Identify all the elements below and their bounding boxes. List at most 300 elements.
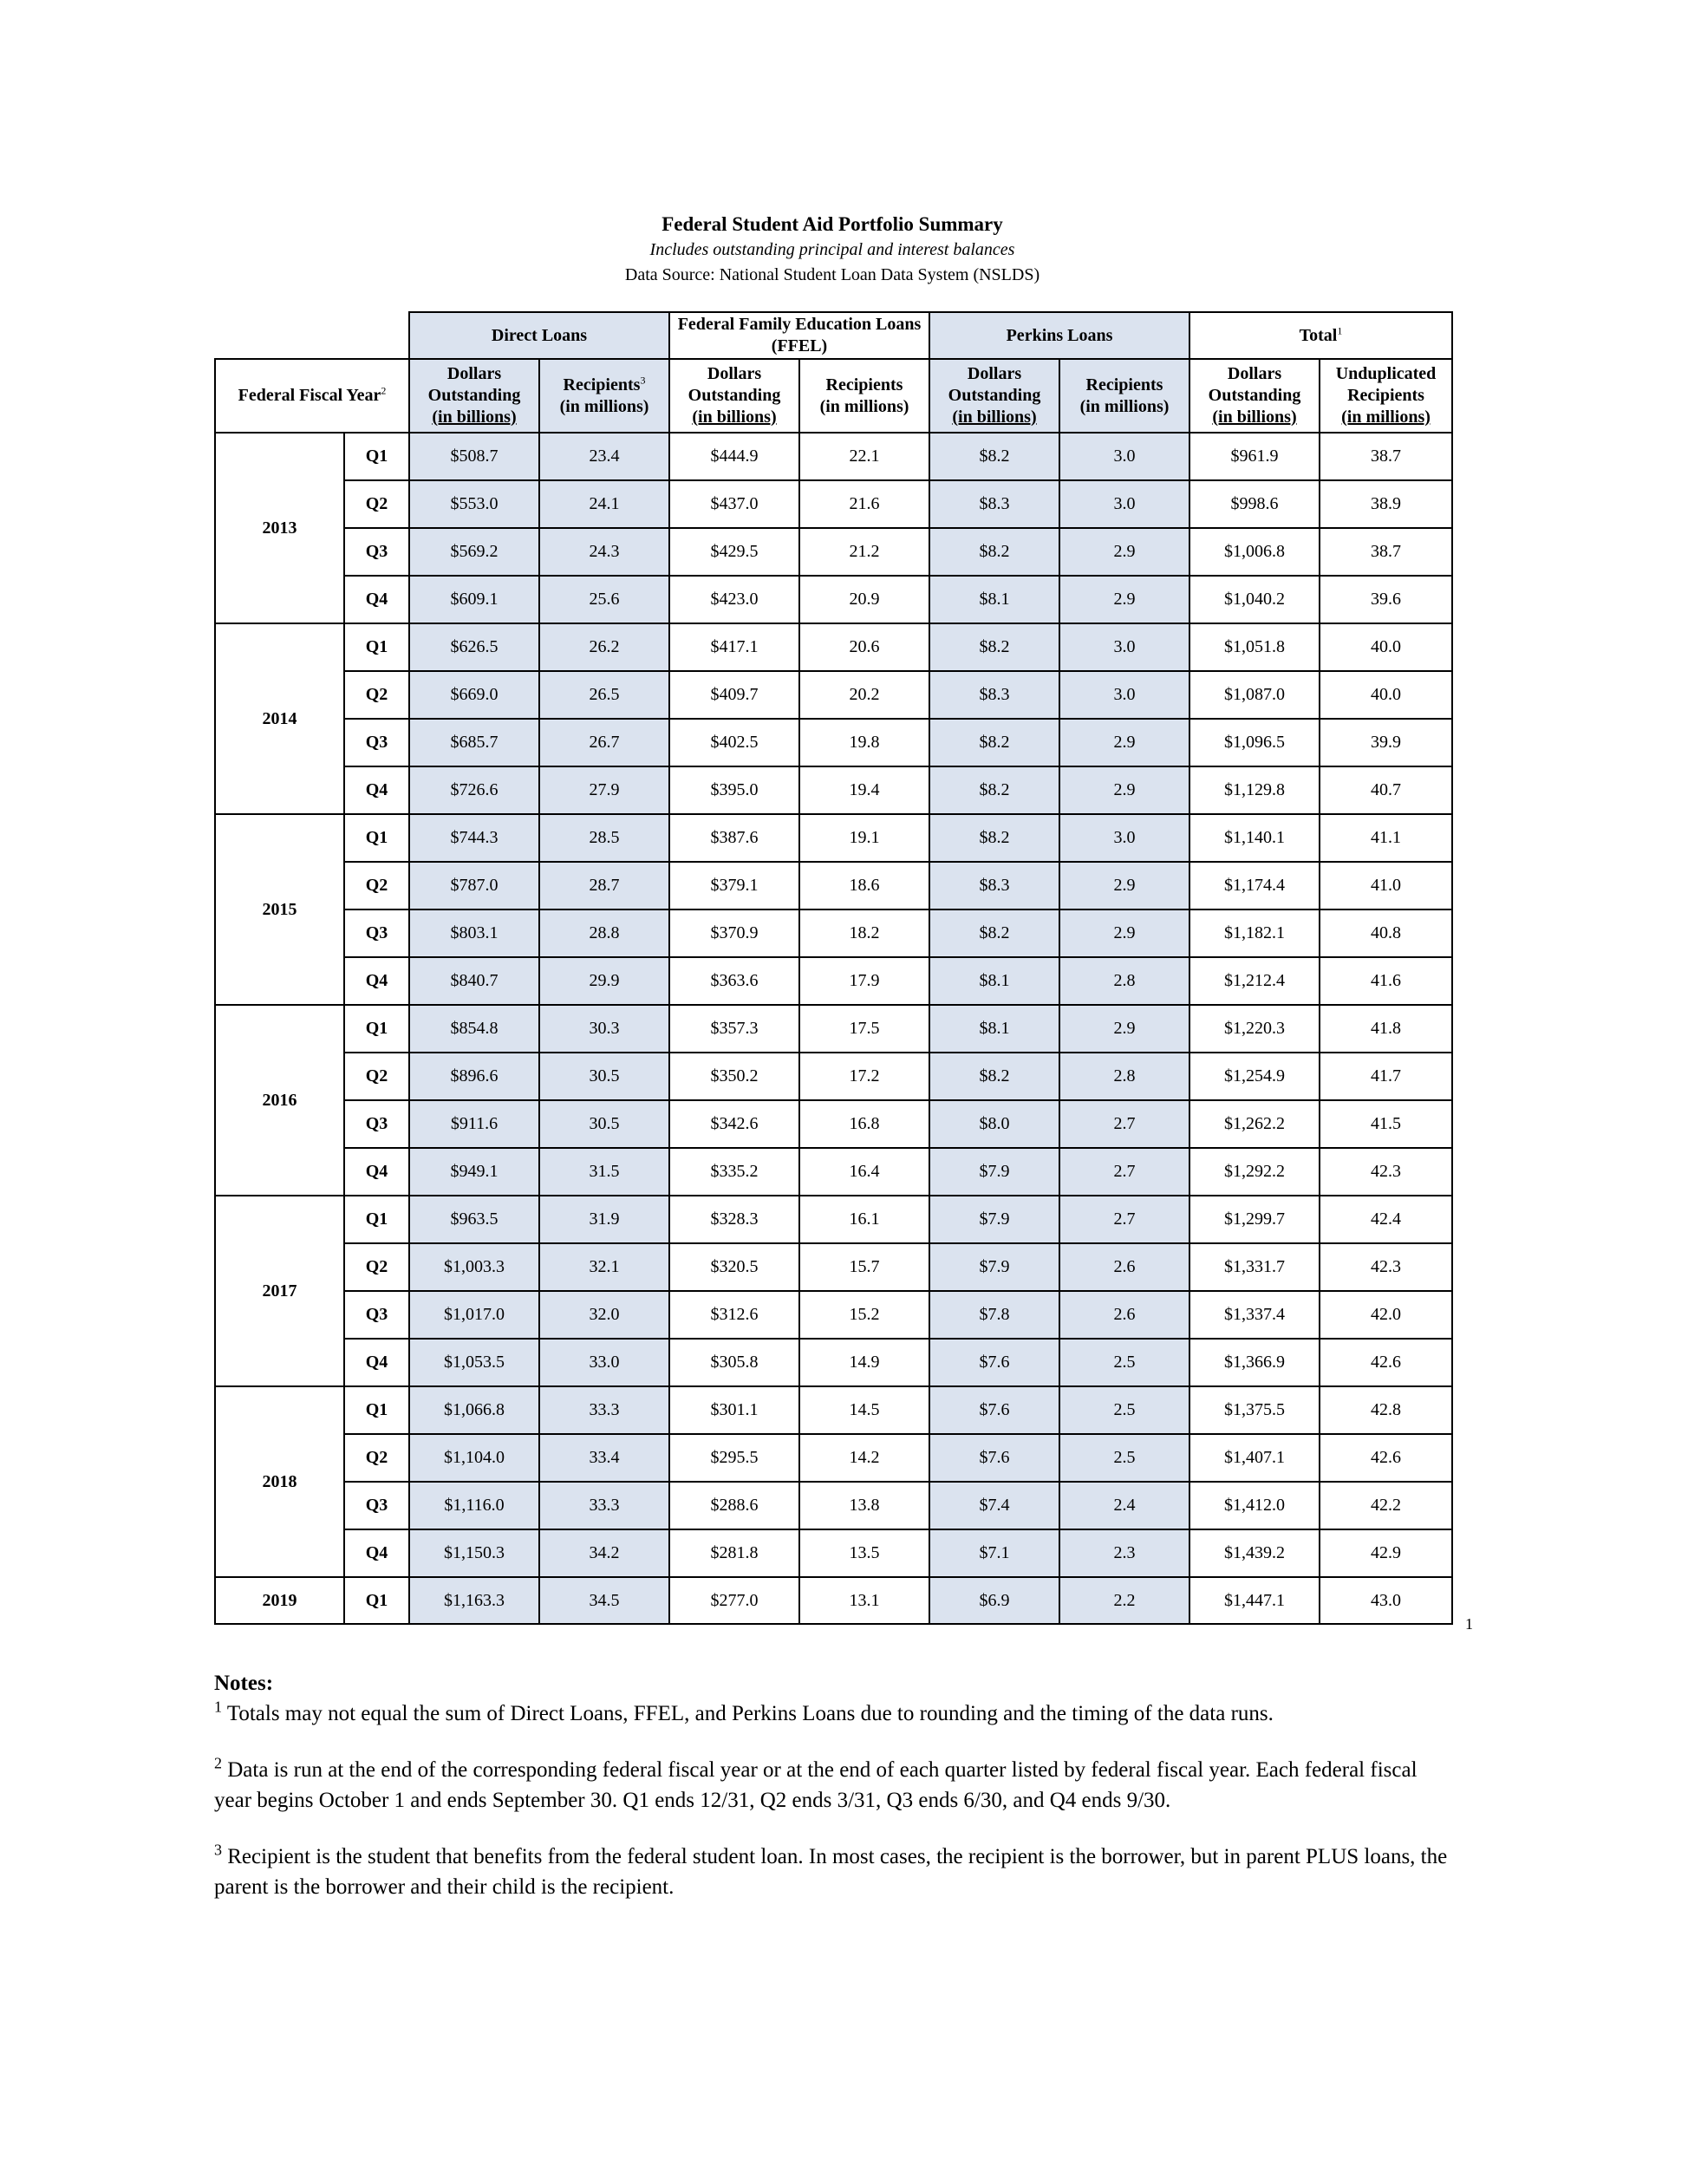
cell-total-dollars: $1,439.2 <box>1189 1529 1320 1577</box>
cell-total-recipients: 43.0 <box>1320 1577 1452 1624</box>
cell-ffel-dollars: $335.2 <box>669 1148 799 1196</box>
cell-ffel-recipients: 18.6 <box>799 862 929 909</box>
fiscal-year-cell: 2019 <box>215 1577 344 1624</box>
quarter-cell: Q4 <box>344 1339 409 1386</box>
cell-direct-dollars: $803.1 <box>409 909 539 957</box>
quarter-cell: Q4 <box>344 1148 409 1196</box>
table-row <box>215 528 1452 576</box>
quarter-cell: Q3 <box>344 1482 409 1529</box>
note-marker: 1 <box>214 1698 222 1716</box>
cell-direct-recipients: 28.7 <box>539 862 669 909</box>
cell-direct-dollars: $1,003.3 <box>409 1243 539 1291</box>
cell-perkins-dollars: $8.2 <box>929 433 1059 480</box>
header-text: Unduplicated Recipients <box>1335 364 1437 405</box>
cell-total-recipients: 42.6 <box>1320 1434 1452 1482</box>
document-header <box>217 212 1448 288</box>
note-text: Data is run at the end of the corresponding federal fiscal year or at the end of each quarter listed by federal fiscal year. Each federal fiscal year begins October 1 and ends September 30. Q1 ends 12/31, Q2 ends 3/31, Q3 ends 6/30, and Q4 ends 9/30. <box>214 1758 1418 1812</box>
cell-perkins-recipients: 2.9 <box>1059 1005 1189 1053</box>
cell-ffel-recipients: 20.2 <box>799 671 929 719</box>
cell-total-recipients: 41.0 <box>1320 862 1452 909</box>
cell-direct-recipients: 34.5 <box>539 1577 669 1624</box>
cell-perkins-dollars: $7.9 <box>929 1148 1059 1196</box>
note-marker: 3 <box>214 1841 222 1859</box>
cell-direct-recipients: 33.0 <box>539 1339 669 1386</box>
cell-perkins-recipients: 3.0 <box>1059 623 1189 671</box>
cell-direct-dollars: $787.0 <box>409 862 539 909</box>
cell-direct-recipients: 33.3 <box>539 1386 669 1434</box>
cell-ffel-recipients: 20.6 <box>799 623 929 671</box>
cell-perkins-dollars: $8.1 <box>929 957 1059 1005</box>
cell-ffel-recipients: 22.1 <box>799 433 929 480</box>
cell-total-dollars: $1,129.8 <box>1189 766 1320 814</box>
cell-ffel-dollars: $312.6 <box>669 1291 799 1339</box>
cell-direct-recipients: 32.1 <box>539 1243 669 1291</box>
header-text: Recipients <box>1085 375 1163 394</box>
quarter-cell: Q2 <box>344 1434 409 1482</box>
cell-ffel-dollars: $370.9 <box>669 909 799 957</box>
cell-total-recipients: 42.4 <box>1320 1196 1452 1243</box>
table-body <box>215 433 1452 1624</box>
cell-total-recipients: 41.7 <box>1320 1053 1452 1100</box>
header-text: Dollars Outstanding <box>948 364 1041 405</box>
cell-perkins-dollars: $8.2 <box>929 719 1059 766</box>
cell-ffel-recipients: 13.8 <box>799 1482 929 1529</box>
table-row <box>215 1100 1452 1148</box>
cell-ffel-recipients: 19.4 <box>799 766 929 814</box>
cell-direct-dollars: $685.7 <box>409 719 539 766</box>
cell-total-dollars: $1,412.0 <box>1189 1482 1320 1529</box>
cell-perkins-dollars: $8.3 <box>929 480 1059 528</box>
notes-section <box>214 1668 1454 1928</box>
cell-direct-dollars: $1,104.0 <box>409 1434 539 1482</box>
cell-ffel-dollars: $379.1 <box>669 862 799 909</box>
cell-direct-recipients: 28.8 <box>539 909 669 957</box>
fiscal-year-cell: 2015 <box>215 814 344 1005</box>
cell-total-recipients: 41.5 <box>1320 1100 1452 1148</box>
cell-ffel-dollars: $328.3 <box>669 1196 799 1243</box>
cell-ffel-dollars: $357.3 <box>669 1005 799 1053</box>
cell-total-dollars: $1,140.1 <box>1189 814 1320 862</box>
table-row <box>215 623 1452 671</box>
cell-ffel-dollars: $305.8 <box>669 1339 799 1386</box>
cell-perkins-dollars: $8.2 <box>929 623 1059 671</box>
table-row <box>215 1434 1452 1482</box>
cell-ffel-recipients: 14.5 <box>799 1386 929 1434</box>
cell-direct-recipients: 30.3 <box>539 1005 669 1053</box>
cell-direct-dollars: $896.6 <box>409 1053 539 1100</box>
cell-ffel-dollars: $277.0 <box>669 1577 799 1624</box>
cell-direct-dollars: $1,163.3 <box>409 1577 539 1624</box>
cell-ffel-dollars: $320.5 <box>669 1243 799 1291</box>
cell-perkins-recipients: 2.4 <box>1059 1482 1189 1529</box>
portfolio-summary-table <box>214 311 1453 1625</box>
cell-perkins-dollars: $7.4 <box>929 1482 1059 1529</box>
cell-direct-dollars: $609.1 <box>409 576 539 623</box>
cell-total-dollars: $998.6 <box>1189 480 1320 528</box>
cell-total-recipients: 42.6 <box>1320 1339 1452 1386</box>
cell-total-dollars: $1,337.4 <box>1189 1291 1320 1339</box>
cell-total-dollars: $1,331.7 <box>1189 1243 1320 1291</box>
cell-direct-dollars: $1,066.8 <box>409 1386 539 1434</box>
cell-direct-dollars: $911.6 <box>409 1100 539 1148</box>
cell-perkins-recipients: 3.0 <box>1059 814 1189 862</box>
cell-ffel-dollars: $395.0 <box>669 766 799 814</box>
cell-perkins-recipients: 2.7 <box>1059 1148 1189 1196</box>
cell-total-dollars: $1,174.4 <box>1189 862 1320 909</box>
cell-perkins-dollars: $8.2 <box>929 1053 1059 1100</box>
cell-perkins-recipients: 2.5 <box>1059 1339 1189 1386</box>
quarter-cell: Q4 <box>344 957 409 1005</box>
quarter-cell: Q1 <box>344 1577 409 1624</box>
header-unit: (in billions) <box>692 407 777 427</box>
quarter-cell: Q1 <box>344 814 409 862</box>
header-fiscal-year <box>215 359 409 433</box>
cell-total-recipients: 40.0 <box>1320 671 1452 719</box>
cell-ffel-dollars: $429.5 <box>669 528 799 576</box>
cell-ffel-dollars: $417.1 <box>669 623 799 671</box>
fiscal-year-cell: 2017 <box>215 1196 344 1386</box>
header-ffel-recipients <box>799 359 929 433</box>
fiscal-year-cell: 2018 <box>215 1386 344 1577</box>
quarter-cell: Q2 <box>344 1053 409 1100</box>
note-item <box>214 1698 1454 1729</box>
cell-perkins-dollars: $8.2 <box>929 909 1059 957</box>
cell-perkins-dollars: $8.3 <box>929 671 1059 719</box>
cell-perkins-dollars: $7.1 <box>929 1529 1059 1577</box>
cell-ffel-recipients: 14.2 <box>799 1434 929 1482</box>
document-subtitle: Includes outstanding principal and interest balances <box>649 240 1015 259</box>
cell-total-recipients: 42.8 <box>1320 1386 1452 1434</box>
cell-total-recipients: 41.1 <box>1320 814 1452 862</box>
cell-ffel-dollars: $423.0 <box>669 576 799 623</box>
cell-perkins-dollars: $8.1 <box>929 576 1059 623</box>
cell-total-recipients: 39.6 <box>1320 576 1452 623</box>
cell-perkins-recipients: 2.7 <box>1059 1196 1189 1243</box>
cell-total-dollars: $1,051.8 <box>1189 623 1320 671</box>
header-text: Recipients <box>825 375 903 394</box>
cell-ffel-recipients: 14.9 <box>799 1339 929 1386</box>
cell-ffel-dollars: $402.5 <box>669 719 799 766</box>
cell-total-recipients: 38.7 <box>1320 433 1452 480</box>
cell-perkins-dollars: $6.9 <box>929 1577 1059 1624</box>
table-row <box>215 862 1452 909</box>
cell-perkins-recipients: 2.9 <box>1059 766 1189 814</box>
cell-ffel-dollars: $444.9 <box>669 433 799 480</box>
cell-total-recipients: 42.0 <box>1320 1291 1452 1339</box>
cell-total-dollars: $1,040.2 <box>1189 576 1320 623</box>
cell-perkins-recipients: 2.9 <box>1059 909 1189 957</box>
fiscal-year-cell: 2013 <box>215 433 344 623</box>
cell-total-recipients: 41.8 <box>1320 1005 1452 1053</box>
table-row <box>215 1196 1452 1243</box>
table-row <box>215 1291 1452 1339</box>
cell-total-recipients: 42.3 <box>1320 1148 1452 1196</box>
table-row <box>215 1243 1452 1291</box>
cell-direct-recipients: 33.3 <box>539 1482 669 1529</box>
table-row <box>215 1577 1452 1624</box>
cell-ffel-recipients: 17.9 <box>799 957 929 1005</box>
table-row <box>215 576 1452 623</box>
header-perkins-dollars <box>929 359 1059 433</box>
cell-ffel-dollars: $363.6 <box>669 957 799 1005</box>
quarter-cell: Q3 <box>344 719 409 766</box>
cell-perkins-recipients: 2.8 <box>1059 1053 1189 1100</box>
cell-total-dollars: $1,096.5 <box>1189 719 1320 766</box>
quarter-cell: Q2 <box>344 1243 409 1291</box>
cell-ffel-recipients: 21.6 <box>799 480 929 528</box>
cell-direct-recipients: 30.5 <box>539 1100 669 1148</box>
cell-direct-recipients: 31.5 <box>539 1148 669 1196</box>
table-row <box>215 433 1452 480</box>
cell-total-recipients: 42.3 <box>1320 1243 1452 1291</box>
cell-perkins-recipients: 2.9 <box>1059 528 1189 576</box>
quarter-cell: Q1 <box>344 623 409 671</box>
header-unit: (in billions) <box>432 407 517 427</box>
table-row <box>215 1339 1452 1386</box>
cell-perkins-dollars: $8.1 <box>929 1005 1059 1053</box>
cell-direct-recipients: 31.9 <box>539 1196 669 1243</box>
cell-direct-dollars: $744.3 <box>409 814 539 862</box>
cell-total-dollars: $961.9 <box>1189 433 1320 480</box>
header-unit: (in millions) <box>559 396 649 416</box>
footnote-marker: 3 <box>640 373 646 386</box>
cell-direct-dollars: $1,116.0 <box>409 1482 539 1529</box>
cell-direct-recipients: 29.9 <box>539 957 669 1005</box>
cell-ffel-recipients: 20.9 <box>799 576 929 623</box>
quarter-cell: Q2 <box>344 480 409 528</box>
quarter-cell: Q2 <box>344 671 409 719</box>
cell-ffel-dollars: $295.5 <box>669 1434 799 1482</box>
cell-direct-dollars: $854.8 <box>409 1005 539 1053</box>
cell-total-recipients: 40.0 <box>1320 623 1452 671</box>
header-dl-dollars <box>409 359 539 433</box>
cell-direct-dollars: $949.1 <box>409 1148 539 1196</box>
header-unit: (in millions) <box>1341 407 1431 427</box>
header-unit: (in billions) <box>1212 407 1297 427</box>
cell-total-dollars: $1,366.9 <box>1189 1339 1320 1386</box>
header-total-dollars <box>1189 359 1320 433</box>
fiscal-year-cell: 2014 <box>215 623 344 814</box>
table-row <box>215 671 1452 719</box>
cell-direct-dollars: $840.7 <box>409 957 539 1005</box>
cell-ffel-dollars: $281.8 <box>669 1529 799 1577</box>
table-row <box>215 909 1452 957</box>
cell-direct-recipients: 33.4 <box>539 1434 669 1482</box>
cell-total-dollars: $1,262.2 <box>1189 1100 1320 1148</box>
cell-direct-dollars: $726.6 <box>409 766 539 814</box>
cell-ffel-recipients: 13.1 <box>799 1577 929 1624</box>
cell-direct-recipients: 24.1 <box>539 480 669 528</box>
cell-perkins-recipients: 2.5 <box>1059 1434 1189 1482</box>
note-item <box>214 1755 1454 1816</box>
cell-ffel-recipients: 17.5 <box>799 1005 929 1053</box>
fiscal-year-label: Federal Fiscal Year <box>238 386 381 405</box>
header-text: Recipients <box>563 375 641 394</box>
table-row <box>215 1005 1452 1053</box>
header-dl-recipients <box>539 359 669 433</box>
header-perkins-recipients <box>1059 359 1189 433</box>
cell-direct-recipients: 32.0 <box>539 1291 669 1339</box>
note-item <box>214 1842 1454 1902</box>
cell-ffel-dollars: $301.1 <box>669 1386 799 1434</box>
cell-perkins-recipients: 3.0 <box>1059 433 1189 480</box>
quarter-cell: Q3 <box>344 528 409 576</box>
group-header-ffel: Federal Family Education Loans (FFEL) <box>669 312 929 359</box>
note-text: Recipient is the student that benefits from the federal student loan. In most cases, the recipient is the borrower, but in parent PLUS loans, the parent is the borrower and their child is the recipient. <box>214 1845 1448 1899</box>
quarter-cell: Q1 <box>344 1386 409 1434</box>
cell-direct-recipients: 26.2 <box>539 623 669 671</box>
cell-total-dollars: $1,254.9 <box>1189 1053 1320 1100</box>
cell-direct-dollars: $1,150.3 <box>409 1529 539 1577</box>
cell-total-recipients: 42.9 <box>1320 1529 1452 1577</box>
cell-perkins-dollars: $7.8 <box>929 1291 1059 1339</box>
cell-ffel-recipients: 17.2 <box>799 1053 929 1100</box>
quarter-cell: Q3 <box>344 1100 409 1148</box>
cell-perkins-recipients: 2.6 <box>1059 1243 1189 1291</box>
cell-direct-recipients: 23.4 <box>539 433 669 480</box>
table-row <box>215 1053 1452 1100</box>
cell-direct-dollars: $569.2 <box>409 528 539 576</box>
cell-direct-recipients: 34.2 <box>539 1529 669 1577</box>
cell-direct-recipients: 24.3 <box>539 528 669 576</box>
cell-perkins-dollars: $8.0 <box>929 1100 1059 1148</box>
cell-ffel-recipients: 15.7 <box>799 1243 929 1291</box>
cell-perkins-recipients: 2.3 <box>1059 1529 1189 1577</box>
cell-perkins-dollars: $8.3 <box>929 862 1059 909</box>
cell-ffel-dollars: $409.7 <box>669 671 799 719</box>
cell-perkins-dollars: $7.6 <box>929 1386 1059 1434</box>
header-unit: (in billions) <box>952 407 1037 427</box>
cell-perkins-dollars: $7.6 <box>929 1339 1059 1386</box>
cell-perkins-dollars: $8.2 <box>929 766 1059 814</box>
cell-total-dollars: $1,182.1 <box>1189 909 1320 957</box>
cell-ffel-dollars: $387.6 <box>669 814 799 862</box>
cell-perkins-dollars: $7.9 <box>929 1243 1059 1291</box>
cell-ffel-recipients: 21.2 <box>799 528 929 576</box>
cell-direct-recipients: 30.5 <box>539 1053 669 1100</box>
header-text: Dollars Outstanding <box>688 364 781 405</box>
cell-perkins-dollars: $7.6 <box>929 1434 1059 1482</box>
cell-perkins-recipients: 2.7 <box>1059 1100 1189 1148</box>
cell-total-dollars: $1,220.3 <box>1189 1005 1320 1053</box>
cell-direct-recipients: 28.5 <box>539 814 669 862</box>
notes-heading: Notes: <box>214 1672 274 1695</box>
cell-total-recipients: 42.2 <box>1320 1482 1452 1529</box>
cell-perkins-recipients: 3.0 <box>1059 671 1189 719</box>
header-ffel-dollars <box>669 359 799 433</box>
cell-total-recipients: 40.8 <box>1320 909 1452 957</box>
cell-ffel-recipients: 15.2 <box>799 1291 929 1339</box>
table-row <box>215 1529 1452 1577</box>
cell-ffel-recipients: 16.1 <box>799 1196 929 1243</box>
cell-total-recipients: 38.7 <box>1320 528 1452 576</box>
footnote-marker: 1 <box>1337 323 1343 336</box>
cell-total-recipients: 41.6 <box>1320 957 1452 1005</box>
cell-ffel-recipients: 16.4 <box>799 1148 929 1196</box>
quarter-cell: Q3 <box>344 909 409 957</box>
header-unit: (in millions) <box>819 396 909 416</box>
cell-direct-recipients: 25.6 <box>539 576 669 623</box>
quarter-cell: Q1 <box>344 433 409 480</box>
cell-direct-dollars: $669.0 <box>409 671 539 719</box>
cell-ffel-recipients: 19.1 <box>799 814 929 862</box>
header-unit: (in millions) <box>1079 396 1170 416</box>
cell-direct-recipients: 26.7 <box>539 719 669 766</box>
cell-total-recipients: 38.9 <box>1320 480 1452 528</box>
cell-ffel-dollars: $350.2 <box>669 1053 799 1100</box>
header-total-recipients <box>1320 359 1452 433</box>
cell-total-dollars: $1,212.4 <box>1189 957 1320 1005</box>
footnote-marker: 2 <box>381 384 387 397</box>
quarter-cell: Q2 <box>344 862 409 909</box>
cell-total-dollars: $1,292.2 <box>1189 1148 1320 1196</box>
cell-ffel-recipients: 19.8 <box>799 719 929 766</box>
cell-total-dollars: $1,407.1 <box>1189 1434 1320 1482</box>
cell-direct-dollars: $963.5 <box>409 1196 539 1243</box>
cell-total-dollars: $1,375.5 <box>1189 1386 1320 1434</box>
cell-perkins-dollars: $8.2 <box>929 528 1059 576</box>
table-row <box>215 766 1452 814</box>
quarter-cell: Q4 <box>344 1529 409 1577</box>
cell-perkins-recipients: 2.6 <box>1059 1291 1189 1339</box>
cell-direct-dollars: $626.5 <box>409 623 539 671</box>
cell-total-recipients: 39.9 <box>1320 719 1452 766</box>
quarter-cell: Q1 <box>344 1005 409 1053</box>
cell-perkins-recipients: 3.0 <box>1059 480 1189 528</box>
header-text: Dollars Outstanding <box>427 364 521 405</box>
cell-direct-dollars: $1,053.5 <box>409 1339 539 1386</box>
cell-total-dollars: $1,087.0 <box>1189 671 1320 719</box>
group-header-perkins-loans: Perkins Loans <box>929 312 1189 359</box>
cell-ffel-dollars: $342.6 <box>669 1100 799 1148</box>
cell-ffel-recipients: 13.5 <box>799 1529 929 1577</box>
quarter-cell: Q1 <box>344 1196 409 1243</box>
cell-direct-dollars: $553.0 <box>409 480 539 528</box>
page-number: 1 <box>1465 1615 1473 1633</box>
cell-direct-recipients: 27.9 <box>539 766 669 814</box>
cell-direct-dollars: $508.7 <box>409 433 539 480</box>
blank-corner <box>215 312 409 359</box>
cell-ffel-recipients: 16.8 <box>799 1100 929 1148</box>
quarter-cell: Q4 <box>344 766 409 814</box>
cell-perkins-recipients: 2.9 <box>1059 719 1189 766</box>
table-row <box>215 814 1452 862</box>
cell-perkins-recipients: 2.5 <box>1059 1386 1189 1434</box>
cell-direct-dollars: $1,017.0 <box>409 1291 539 1339</box>
cell-perkins-dollars: $8.2 <box>929 814 1059 862</box>
cell-perkins-recipients: 2.2 <box>1059 1577 1189 1624</box>
group-header-total <box>1189 312 1452 359</box>
cell-ffel-recipients: 18.2 <box>799 909 929 957</box>
cell-perkins-recipients: 2.8 <box>1059 957 1189 1005</box>
total-label: Total <box>1299 325 1338 345</box>
table-row <box>215 1482 1452 1529</box>
table-row <box>215 1386 1452 1434</box>
cell-ffel-dollars: $288.6 <box>669 1482 799 1529</box>
note-marker: 2 <box>214 1754 222 1772</box>
table-row <box>215 719 1452 766</box>
cell-perkins-dollars: $7.9 <box>929 1196 1059 1243</box>
table-row <box>215 1148 1452 1196</box>
data-source: Data Source: National Student Loan Data System (NSLDS) <box>624 265 1040 284</box>
note-text: Totals may not equal the sum of Direct Loans, FFEL, and Perkins Loans due to rounding and the timing of the data runs. <box>226 1702 1274 1725</box>
table-row <box>215 480 1452 528</box>
quarter-cell: Q4 <box>344 576 409 623</box>
cell-total-dollars: $1,447.1 <box>1189 1577 1320 1624</box>
header-text: Dollars Outstanding <box>1208 364 1301 405</box>
cell-perkins-recipients: 2.9 <box>1059 576 1189 623</box>
fiscal-year-cell: 2016 <box>215 1005 344 1196</box>
